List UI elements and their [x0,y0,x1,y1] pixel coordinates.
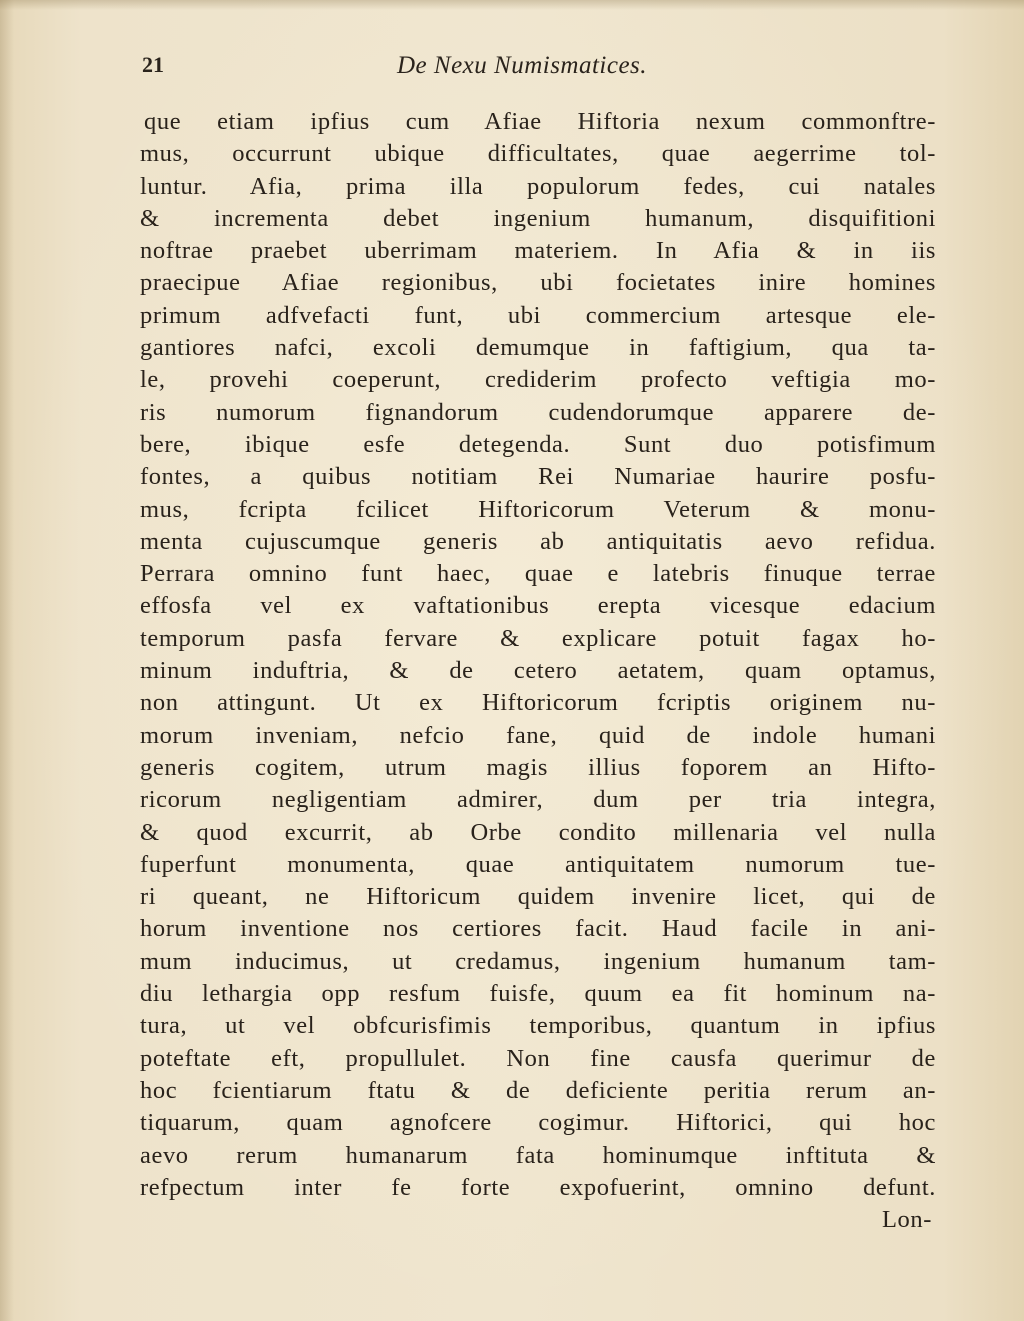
text-line: primum adfvefacti funt, ubi commercium artesque ele- [140,301,936,329]
text-line: fuperfunt monumenta, quae antiquitatem numorum tue- [140,850,936,878]
page-number: 21 [142,52,164,77]
text-line: ricorum negligentiam admirer, dum per tria integra, [140,786,936,814]
text-line: gantiores nafci, excoli demumque in faftigium, qua ta- [140,334,936,362]
text-line: hoc fcientiarum ftatu & de deficiente peritia rerum an- [140,1076,936,1104]
text-line: bere, ibique esfe detegenda. Sunt duo potisfimum [140,430,936,458]
text-line: aevo rerum humanarum fata hominumque inftituta & [140,1141,936,1169]
text-line: tura, ut vel obfcurisfimis temporibus, quantum in ipfius [140,1012,936,1040]
text-line: tiquarum, quam agnofcere cogimur. Hiftorici, qui hoc [140,1109,936,1137]
catchword: Lon- [881,1206,932,1234]
text-line: diu lethargia opp resfum fuisfe, quum ea fit hominum na- [140,980,936,1008]
body-text [140,106,936,1236]
text-line: menta cujuscumque generis ab antiquitatis aevo refidua. [140,527,936,555]
text-line: non attingunt. Ut ex Hiftoricorum fcriptis originem nu- [140,689,936,717]
running-title: De Nexu Numismatices. [397,52,648,79]
text-line: horum inventione nos certiores facit. Haud facile in ani- [140,915,936,943]
page-shadow-left [0,0,14,1321]
text-line: praecipue Afiae regionibus, ubi focietates inire homines [140,269,936,297]
text-line: & incrementa debet ingenium humanum, disquifitioni [140,204,936,232]
text-line: Perrara omnino funt haec, quae e latebris finuque terrae [140,560,936,588]
text-line: le, provehi coeperunt, crediderim profecto veftigia mo- [140,366,936,394]
text-line: fontes, a quibus notitiam Rei Numariae haurire posfu- [140,463,936,491]
text-line: generis cogitem, utrum magis illius foporem an Hifto- [140,753,936,781]
text-line: mus, occurrunt ubique difficultates, quae aegerrime tol- [140,140,936,168]
text-line: mus, fcripta fcilicet Hiftoricorum Veterum & monu- [140,495,936,523]
text-line: morum inveniam, nefcio fane, quid de indole humani [140,721,936,749]
text-line: minum induftria, & de cetero aetatem, quam optamus, [140,657,936,685]
text-line: ris numorum fignandorum cudendorumque apparere de- [140,398,936,426]
text-line: luntur. Afia, prima illa populorum fedes, cui natales [140,172,936,200]
page-header [142,52,932,92]
page-shadow-top [0,0,1024,10]
text-line: poteftate eft, propullulet. Non fine causfa querimur de [140,1044,936,1072]
text-line: refpectum inter fe forte expofuerint, omnino defunt. [140,1173,936,1201]
text-line: & quod excurrit, ab Orbe condito millenaria vel nulla [140,818,936,846]
text-line: temporum pasfa fervare & explicare potuit fagax ho- [140,624,936,652]
text-line: noftrae praebet uberrimam materiem. In Afia & in iis [140,237,936,265]
text-line: mum inducimus, ut credamus, ingenium humanum tam- [140,947,936,975]
text-line: ri queant, ne Hiftoricum quidem invenire licet, qui de [140,883,936,911]
text-line: que etiam ipfius cum Afiae Hiftoria nexum commonftre- [144,108,936,135]
text-line: effosfa vel ex vaftationibus erepta vicesque edacium [140,592,936,620]
